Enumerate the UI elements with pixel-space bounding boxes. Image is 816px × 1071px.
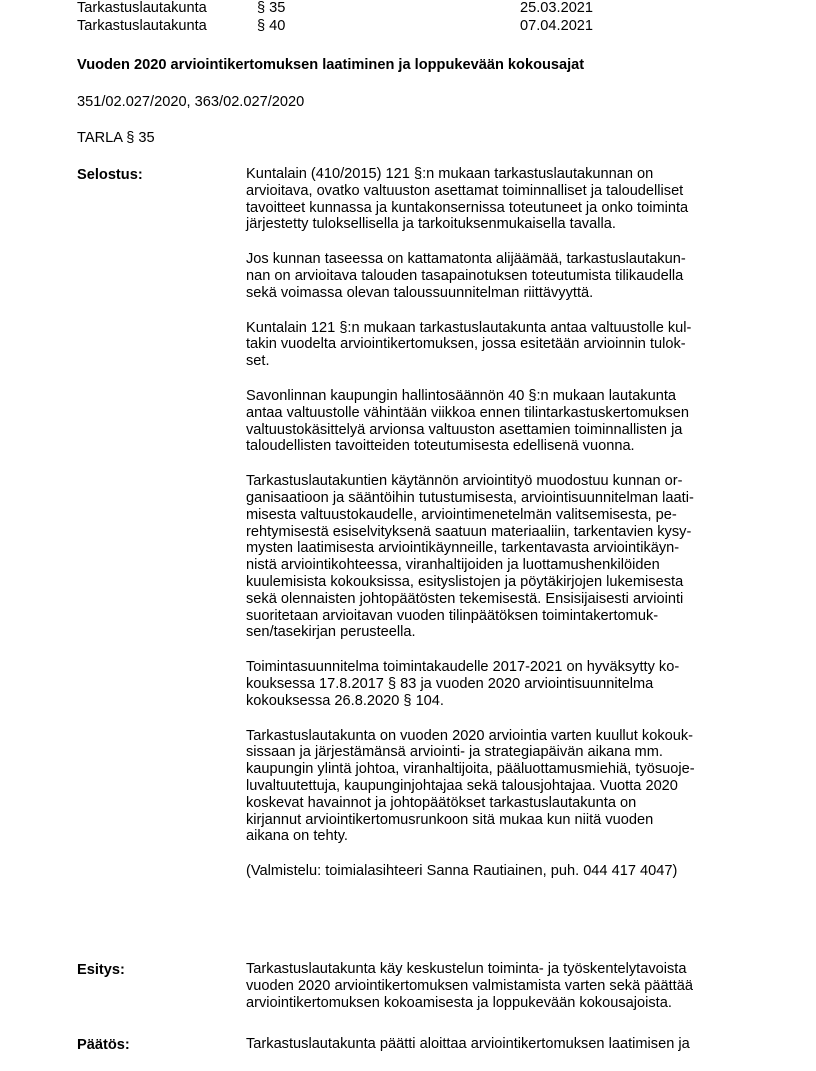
text-line: vuoden 2020 arviointikertomuksen valmistamista varten sekä päättää	[246, 977, 693, 994]
tarla-section: TARLA § 35	[77, 130, 155, 146]
meeting-row	[77, 0, 777, 17]
text-line: luvaltuutettuja, kaupunginjohtajaa sekä talousjohtajaa. Vuotta 2020	[246, 777, 678, 794]
text-line: taloudellisten tavoitteiden toteutumisesta edellisenä vuonna.	[246, 438, 635, 455]
text-line: kouksessa 17.8.2017 § 83 ja vuoden 2020 arviointisuunnitelma	[246, 675, 654, 692]
selostus-paragraph	[246, 863, 746, 880]
text-line: misesta valtuustokaudelle, arviointimenetelmän valitsemisesta, pe-	[246, 506, 677, 523]
selostus-paragraph	[246, 728, 746, 846]
text-line: nan on arvioitava talouden tasapainotuksen toteutumista tilikaudella	[246, 267, 684, 284]
text-line: sen/tasekirjan perusteella.	[246, 624, 416, 641]
paatos-label: Päätös:	[77, 1037, 130, 1053]
text-line: (Valmistelu: toimialasihteeri Sanna Rautiainen, puh. 044 417 4047)	[246, 863, 678, 880]
document-title: Vuoden 2020 arviointikertomuksen laatiminen ja loppukevään kokousajat	[77, 57, 585, 73]
selostus-paragraph	[246, 659, 746, 709]
text-line: nistä arviointikohteessa, viranhaltijoiden ja luottamushenkilöiden	[246, 557, 660, 574]
selostus-paragraph	[246, 251, 746, 301]
text-line: Tarkastuslautakunta käy keskustelun toiminta- ja työskentelytavoista	[246, 961, 687, 977]
text-line: rehtymisestä esiselvityksenä saatuun materiaaliin, tarkentavien kysy-	[246, 523, 692, 540]
reference-numbers: 351/02.027/2020, 363/02.027/2020	[77, 94, 305, 110]
text-line: kaupungin ylintä johtoa, viranhaltijoita, pääluottamusmiehiä, työsuoje-	[246, 761, 695, 778]
text-line: kirjannut arviointikertomusrunkoon sitä mukaa kun niitä vuoden	[246, 811, 654, 828]
selostus-label: Selostus:	[77, 167, 143, 183]
text-line: Savonlinnan kaupungin hallintosäännön 40 §:n mukaan lautakunta	[246, 387, 677, 404]
paatos-body	[246, 1036, 746, 1071]
text-line: Tarkastuslautakunta päätti aloittaa arviointikertomuksen laatimisen ja	[246, 1036, 690, 1052]
text-line: Kuntalain (410/2015) 121 §:n mukaan tarkastuslautakunnan on	[246, 166, 654, 182]
meeting-section: § 40	[257, 18, 286, 34]
text-line: ganisaatioon ja sääntöihin tutustumisesta, arviointisuunnitelman laati-	[246, 489, 694, 506]
text-line: arvioitava, ovatko valtuuston asettamat toiminnalliset ja taloudelliset	[246, 182, 684, 199]
text-line: aikana on tehty.	[246, 828, 348, 845]
text-line: Kuntalain 121 §:n mukaan tarkastuslautakunta antaa valtuustolle kul-	[246, 319, 692, 336]
text-line: suoritetaan arvioitavan vuoden tilinpäätöksen toimintakertomuk-	[246, 607, 659, 624]
selostus-paragraph	[246, 320, 746, 370]
meeting-body: Tarkastuslautakunta	[77, 18, 207, 34]
meeting-date: 25.03.2021	[520, 0, 594, 16]
text-line: Tarkastuslautakuntien käytännön arviointityö muodostuu kunnan or-	[246, 473, 683, 490]
text-line: sekä voimassa olevan taloussuunnitelman riittävyyttä.	[246, 284, 594, 301]
text-line: arviointikertomuksen kokoamisesta ja loppukevään kokousajoista.	[246, 994, 672, 1011]
selostus-paragraph	[246, 388, 746, 455]
text-line: kuulemisista kokouksissa, esityslistojen ja pöytäkirjojen lukemisesta	[246, 573, 684, 590]
text-line: koskevat havainnot ja johtopäätökset tarkastuslautakunta on	[246, 794, 637, 811]
meeting-date: 07.04.2021	[520, 18, 594, 34]
selostus-paragraph	[246, 473, 746, 641]
selostus-body	[246, 166, 746, 898]
meeting-body: Tarkastuslautakunta	[77, 0, 207, 16]
meeting-section: § 35	[257, 0, 286, 16]
selostus-paragraph	[246, 166, 746, 233]
text-line: Toimintasuunnitelma toimintakaudelle 2017-2021 on hyväksytty ko-	[246, 659, 680, 676]
text-line: valtuustokäsittelyä arvionsa valtuuston asettamien toiminnallisten ja	[246, 421, 683, 438]
text-line: sissaan ja järjestämänsä arviointi- ja strategiapäivän aikana mm.	[246, 744, 663, 761]
esitys-paragraph	[246, 961, 746, 1011]
text-line: mysten laatimisesta arviointikäynneille, tarkentavasta arviointikäyn-	[246, 540, 680, 557]
text-line: tavoitteet kunnassa ja kuntakonsernissa toteutuneet ja onko toiminta	[246, 199, 689, 216]
text-line: järjestetty tuloksellisella ja tarkoituksenmukaisella tavalla.	[246, 216, 616, 233]
esitys-body	[246, 961, 746, 1029]
paatos-paragraph	[246, 1036, 746, 1053]
text-line: antaa valtuustolle vähintään viikkoa ennen tilintarkastuskertomuksen	[246, 404, 689, 421]
text-line: kokouksessa 26.8.2020 § 104.	[246, 692, 444, 709]
text-line: set.	[246, 353, 270, 370]
text-line: sekä olennaisten johtopäätösten tekemisestä. Ensisijaisesti arviointi	[246, 590, 684, 607]
text-line: Tarkastuslautakunta on vuoden 2020 arviointia varten kuullut kokouk-	[246, 727, 694, 744]
text-line: takin vuodelta arviointikertomuksen, jossa esitetään arvioinnin tulok-	[246, 336, 686, 353]
esitys-label: Esitys:	[77, 962, 125, 978]
meeting-row	[77, 17, 777, 35]
text-line: Jos kunnan taseessa on kattamatonta alijäämää, tarkastuslautakun-	[246, 251, 686, 268]
